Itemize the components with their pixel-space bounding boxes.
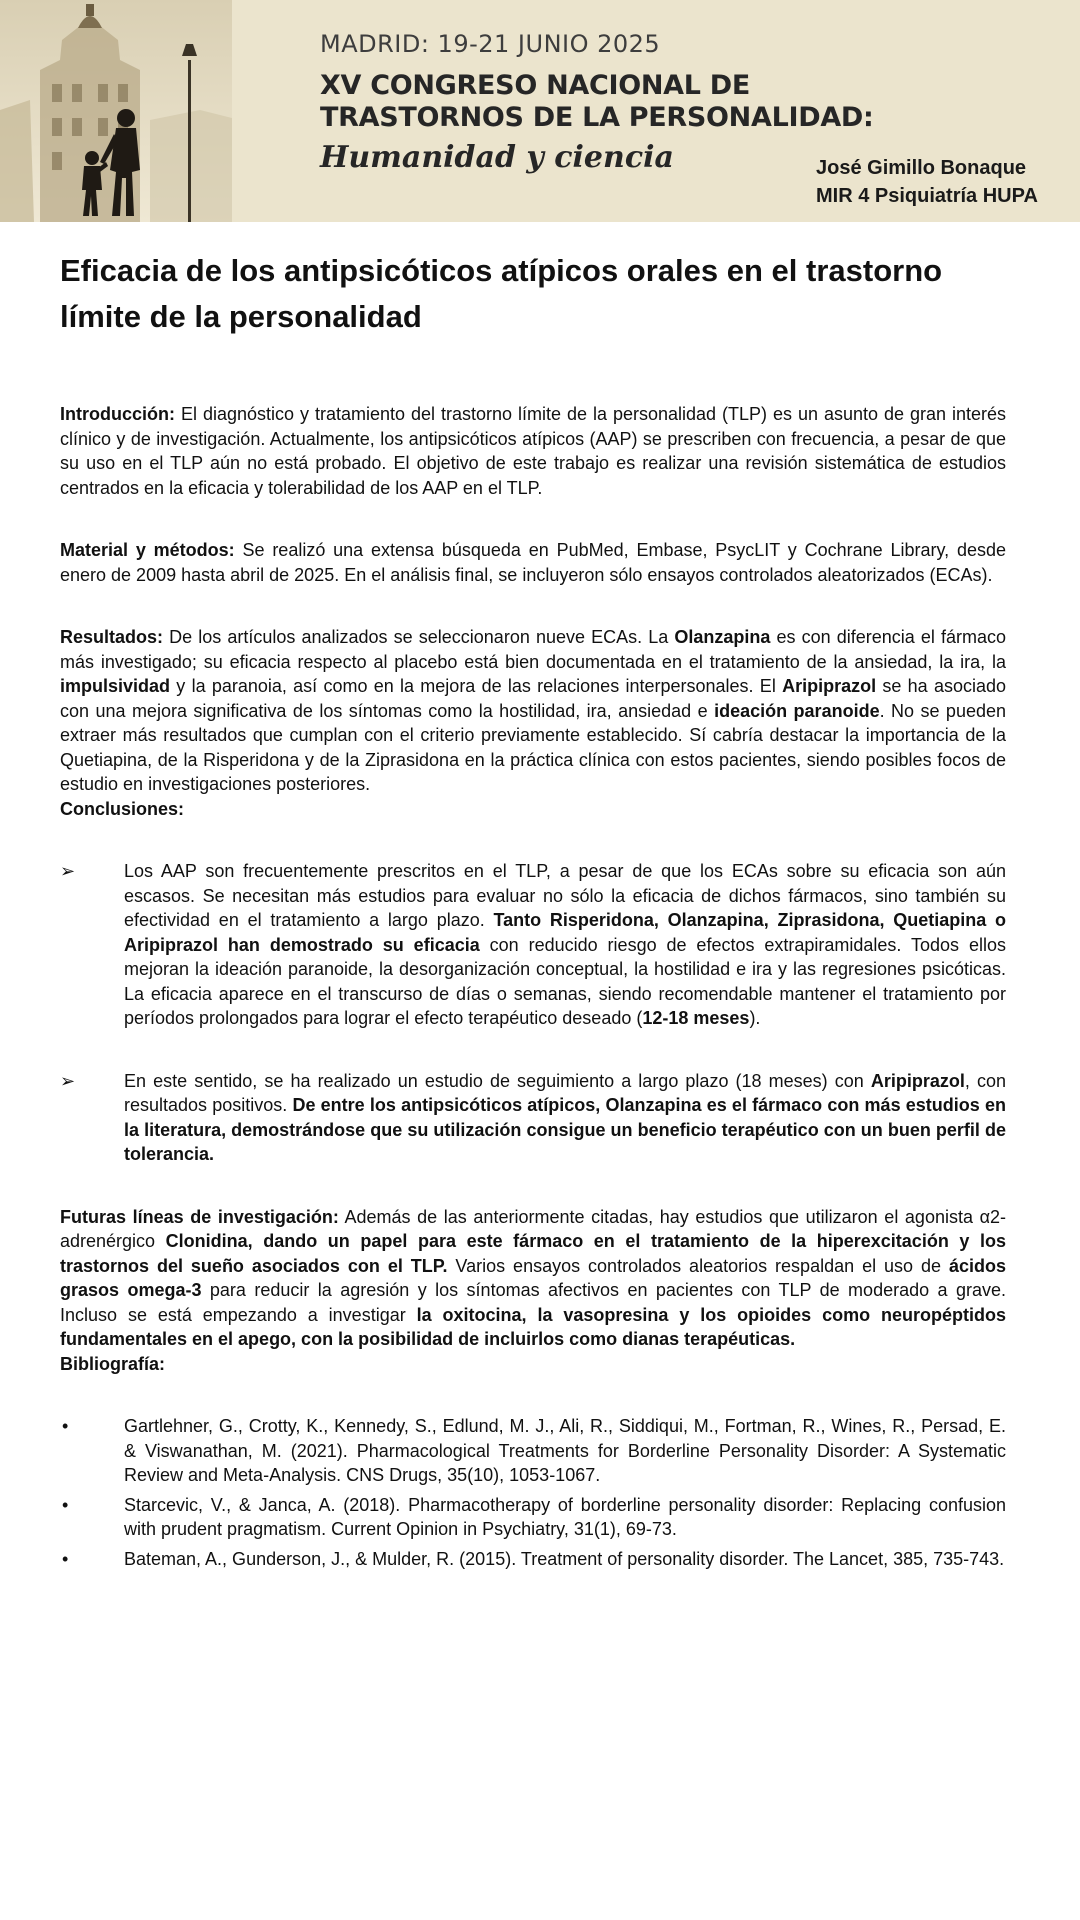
results-section <box>60 625 1006 797</box>
results-emphasis: impulsividad <box>60 676 171 696</box>
conclusions-list <box>60 859 1006 1167</box>
future-text: Varios ensayos controlados aleatorios respaldan el uso de <box>447 1255 949 1276</box>
header-banner <box>0 0 1080 222</box>
methods-section <box>60 538 1006 587</box>
results-text: y la paranoia, así como en la mejora de las relaciones interpersonales. El <box>170 676 783 696</box>
congress-title <box>320 70 880 134</box>
congress-subtitle: Humanidad y ciencia <box>320 140 674 175</box>
conclusion-text: , con resultados positivos. <box>124 1070 1007 1115</box>
list-item <box>60 1493 1006 1542</box>
bullet-icon: • <box>62 1494 69 1515</box>
bullet-icon: • <box>62 1416 69 1436</box>
conclusions-heading: Conclusiones: <box>60 798 185 819</box>
author-block <box>816 154 1038 210</box>
reference-text: Bateman, A., Gunderson, J., & Mulder, R. (2015). Treatment of personality disorder. The Lancet, 385, 735-743. <box>124 1548 1005 1569</box>
methods-text: Se realizó una extensa búsqueda en PubMed, Embase, PsycLIT y Cochrane Library, desde enero de 2009 hasta abril de 2025. En el análisis final, se incluyeron sólo ensayos controlados aleatorizados (ECAs). <box>60 540 1006 585</box>
list-item <box>60 1547 1006 1572</box>
congress-title-line2: TRASTORNOS DE LA PERSONALIDAD: <box>320 102 874 133</box>
future-emphasis: Clonidina, dando un papel para este fármaco en el tratamiento de la hiperexcitación y los trastornos del sueño asociados con el TLP. <box>60 1231 1006 1276</box>
bibliography-list <box>60 1414 1006 1571</box>
list-item <box>60 1069 1006 1167</box>
conclusion-emphasis: 12-18 meses <box>642 1008 750 1028</box>
author-role: MIR 4 Psiquiatría HUPA <box>816 185 1038 207</box>
reference-text: Starcevic, V., & Janca, A. (2018). Pharmacotherapy of borderline personality disorder: Replacing confusion with prudent pragmatism. Current Opinion in Psychiatry, 31(1), 69-73. <box>124 1494 1006 1539</box>
conclusion-emphasis: Tanto Risperidona, Olanzapina, Ziprasidona, Quetiapina o Aripiprazol han demostrado su eficacia <box>124 910 1006 955</box>
conclusion-emphasis: Aripiprazol <box>870 1070 965 1091</box>
city-silhouette-illustration <box>0 0 232 222</box>
conclusion-text: En este sentido, se ha realizado un estudio de seguimiento a largo plazo (18 meses) con <box>124 1070 871 1091</box>
bibliography-heading: Bibliografía: <box>60 1353 166 1374</box>
future-text: para reducir la agresión y los síntomas afectivos en pacientes con TLP de moderado a grave. Incluso se está empezando a investigar <box>60 1280 1006 1325</box>
conclusion-text: Los AAP son frecuentemente prescritos en el TLP, a pesar de que los ECAs sobre su eficacia son aún escasos. Se necesitan más estudios para evaluar no sólo la eficacia de dichos fármacos, sino también su efectividad en el tratamiento a largo plazo. <box>124 861 1006 930</box>
future-emphasis: ácidos grasos omega-3 <box>60 1255 1007 1300</box>
results-text: . No se pueden extraer más resultados que cumplan con el criterio previamente establecido. Sí cabría destacar la importancia de la Quetiapina, de la Risperidona y de la Ziprasidona en la práctica clínica con estos pacientes, siendo posibles focos de estudio en investigaciones posteriores. <box>60 700 1006 794</box>
conclusion-text: ). <box>749 1008 761 1028</box>
methods-label: Material y métodos: <box>60 540 235 560</box>
future-text: Además de las anteriormente citadas, hay estudios que utilizaron el agonista α2- adrenérgico <box>60 1206 1006 1251</box>
document-title: Eficacia de los antipsicóticos atípicos orales en el trastorno límite de la personalidad <box>60 253 943 334</box>
results-emphasis: Aripiprazol <box>782 676 877 696</box>
introduction-label: Introducción: <box>60 404 175 424</box>
list-item <box>60 1414 1006 1488</box>
results-emphasis: Olanzapina <box>674 627 771 647</box>
results-emphasis: ideación paranoide <box>714 700 880 721</box>
future-research-section <box>60 1205 1006 1352</box>
conclusion-text: con reducido riesgo de efectos extrapiramidales. Todos ellos mejoran la ideación paranoide, la desorganización conceptual, la hostilidad e ira y las regresiones psicóticas. La eficacia aparece en el transcurso de días o semanas, siendo recomendable mantener el tratamiento por períodos prolongados para lograr el efecto terapéutico deseado ( <box>124 934 1006 1028</box>
future-emphasis: la oxitocina, la vasopresina y los opioides como neuropéptidos fundamentales en el apego, con la posibilidad de incluirlos como dianas terapéuticas. <box>60 1304 1006 1349</box>
congress-title-line1: XV CONGRESO NACIONAL DE <box>320 70 751 101</box>
poster-body <box>60 248 1006 1576</box>
results-text: es con diferencia el fármaco más investigado; su eficacia respecto al placebo está bien documentada en el tratamiento de la ansiedad, la ira, la <box>60 627 1006 672</box>
list-item <box>60 859 1006 1031</box>
author-name: José Gimillo Bonaque <box>816 157 1027 179</box>
arrowhead-bullet-icon: ➢ <box>60 861 76 881</box>
results-text: se ha asociado con una mejora significativa de los síntomas como la hostilidad, ira, ansiedad e <box>60 676 1006 721</box>
future-research-label: Futuras líneas de investigación: <box>60 1206 339 1227</box>
congress-date: MADRID: 19-21 JUNIO 2025 <box>320 30 661 58</box>
results-label: Resultados: <box>60 627 164 647</box>
conclusion-emphasis: De entre los antipsicóticos atípicos, Olanzapina es el fármaco con más estudios en la literatura, demostrándose que su utilización consigue un beneficio terapéutico con un buen perfil de tolerancia. <box>124 1095 1006 1164</box>
bullet-icon: • <box>62 1548 69 1569</box>
results-text: De los artículos analizados se seleccionaron nueve ECAs. La <box>163 627 675 647</box>
arrowhead-bullet-icon: ➢ <box>60 1070 76 1091</box>
reference-text: Gartlehner, G., Crotty, K., Kennedy, S., Edlund, M. J., Ali, R., Siddiqui, M., Fortman, R., Wines, R., Persad, E. & Viswanathan, M. (2021). Pharmacological Treatments for Borderline Personality Disorder: A Systematic Review and Meta-Analysis. CNS Drugs, 35(10), 1053-1067. <box>124 1416 1006 1485</box>
introduction-section <box>60 402 1006 500</box>
introduction-text: El diagnóstico y tratamiento del trastorno límite de la personalidad (TLP) es un asunto de gran interés clínico y de investigación. Actualmente, los antipsicóticos atípicos (AAP) se prescriben con frecuencia, a pesar de que su uso en el TLP aún no está probado. El objetivo de este trabajo es realizar una revisión sistemática de estudios centrados en la eficacia y tolerabilidad de los AAP en el TLP. <box>60 404 1006 498</box>
